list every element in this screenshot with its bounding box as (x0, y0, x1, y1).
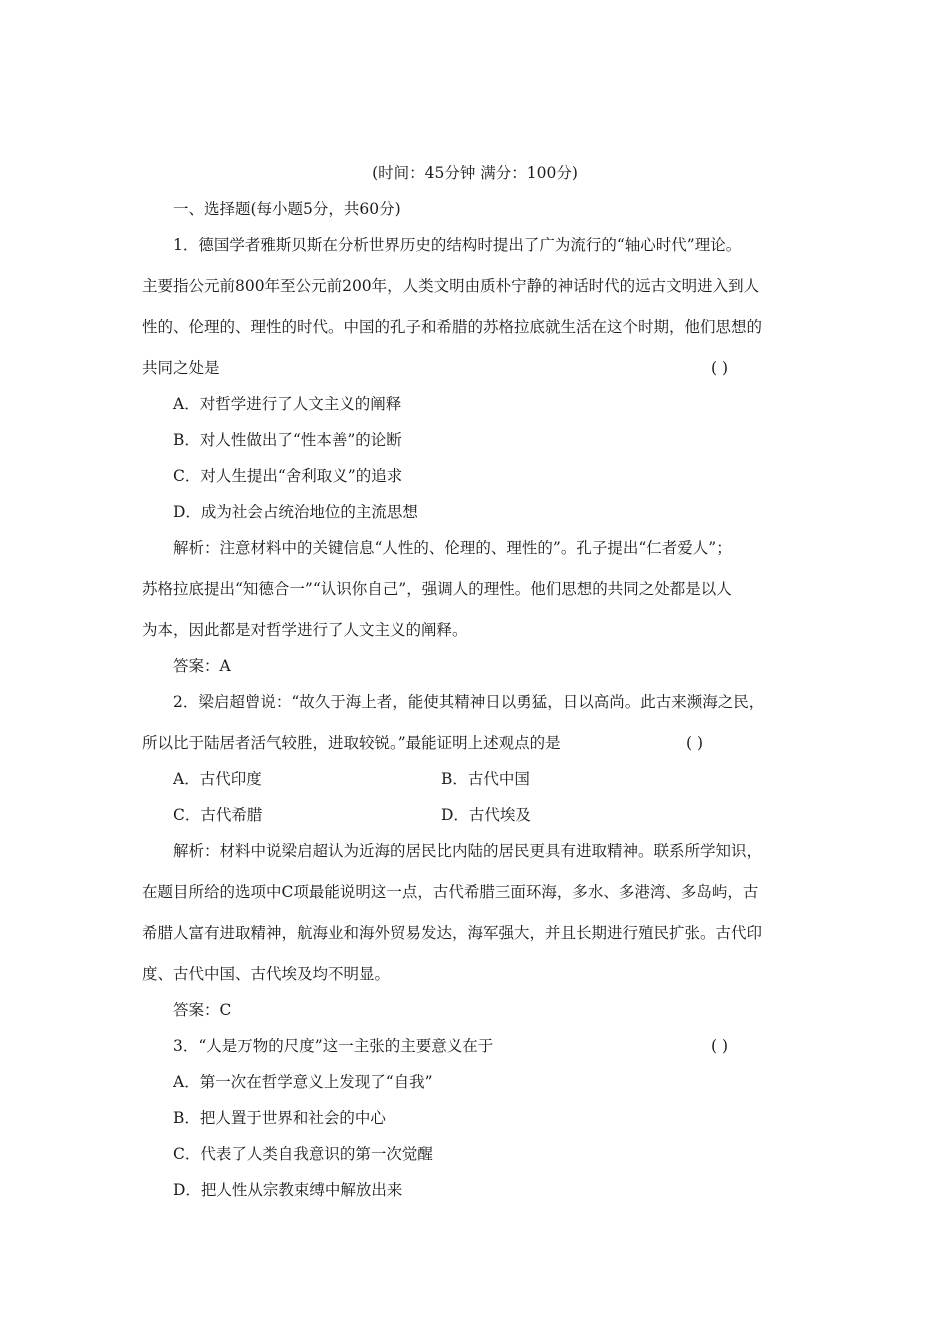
q1-stem-line: 共同之处是 (142, 359, 220, 377)
q3-stem: 3．“人是万物的尺度”这一主张的主要意义在于 (173, 1037, 494, 1055)
q1-stem-line: 1．德国学者雅斯贝斯在分析世界历史的结构时提出了广为流行的“轴心时代”理论。 (173, 236, 742, 254)
q1-stem-line: 性的、伦理的、理性的时代。中国的孔子和希腊的苏格拉底就生活在这个时期，他们思想的 (142, 318, 763, 336)
q1-analysis-line: 解析：注意材料中的关键信息“人性的、伦理的、理性的”。孔子提出“仁者爱人”； (173, 539, 732, 557)
q2-answer: 答案：C (173, 1001, 232, 1019)
q1-analysis-line: 苏格拉底提出“知德合一”“认识你自己”，强调人的理性。他们思想的共同之处都是以人 (142, 580, 732, 598)
q1-analysis-line: 为本，因此都是对哲学进行了人文主义的阐释。 (142, 621, 468, 639)
q3-option-d: D．把人性从宗教束缚中解放出来 (173, 1181, 403, 1199)
q3-option-b: B．把人置于世界和社会的中心 (173, 1109, 386, 1127)
q2-option-c: C．古代希腊 (173, 806, 263, 824)
q2-stem-line: 所以比于陆居者活气较胜，进取较锐。”最能证明上述观点的是 (142, 734, 561, 752)
q2-analysis-line: 希腊人富有进取精神，航海业和海外贸易发达，海军强大，并且长期进行殖民扩张。古代印 (142, 924, 763, 942)
q1-stem-line: 主要指公元前800年至公元前200年，人类文明由质朴宁静的神话时代的远古文明进入到人 (142, 277, 760, 295)
section-title: 一、选择题(每小题5分，共60分) (173, 200, 401, 218)
q3-answer-paren: ( ) (711, 1037, 729, 1055)
q3-option-c: C．代表了人类自我意识的第一次觉醒 (173, 1145, 433, 1163)
q2-analysis-line: 解析：材料中说梁启超认为近海的居民比内陆的居民更具有进取精神。联系所学知识， (173, 842, 763, 860)
q3-option-a: A．第一次在哲学意义上发现了“自我” (173, 1073, 433, 1091)
q2-option-b: B．古代中国 (441, 770, 530, 788)
q2-analysis-line: 度、古代中国、古代埃及均不明显。 (142, 965, 391, 983)
q2-option-a: A．古代印度 (173, 770, 262, 788)
q1-option-d: D．成为社会占统治地位的主流思想 (173, 503, 418, 521)
q1-option-a: A．对哲学进行了人文主义的阐释 (173, 395, 402, 413)
q1-answer-paren: ( ) (711, 359, 729, 377)
q2-stem-line: 2．梁启超曾说：“故久于海上者，能使其精神日以勇猛，日以高尚。此古来濒海之民， (173, 693, 765, 711)
q2-answer-paren: ( ) (686, 734, 704, 752)
q2-option-d: D．古代埃及 (441, 806, 531, 824)
q1-option-c: C．对人生提出“舍利取义”的追求 (173, 467, 403, 485)
q2-analysis-line: 在题目所给的选项中C项最能说明这一点，古代希腊三面环海，多水、多港湾、多岛屿，古 (142, 883, 759, 901)
q1-option-b: B．对人性做出了“性本善”的论断 (173, 431, 402, 449)
exam-time-info: (时间：45分钟 满分：100分) (372, 164, 578, 182)
q1-answer: 答案：A (173, 657, 231, 675)
